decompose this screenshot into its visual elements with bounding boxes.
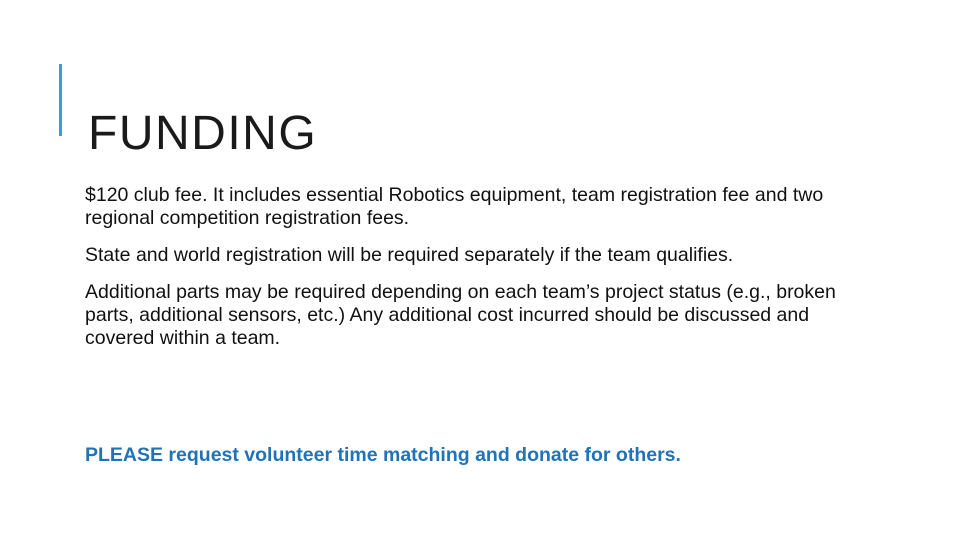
slide-body (85, 184, 865, 364)
title-accent-bar (59, 64, 62, 136)
call-to-action: PLEASE request volunteer time matching and donate for others. (85, 444, 681, 466)
slide-title: FUNDING (88, 107, 318, 161)
paragraph-state-world-registration: State and world registration will be required separately if the team qualifies. (85, 244, 734, 266)
paragraph-additional-parts: Additional parts may be required depending on each team’s project status (e.g., broken parts, additional sensors, etc.) Any additional cost incurred should be discussed and covered within a team. (85, 281, 836, 349)
paragraph-club-fee: $120 club fee. It includes essential Robotics equipment, team registration fee and two regional competition registration fees. (85, 184, 824, 229)
